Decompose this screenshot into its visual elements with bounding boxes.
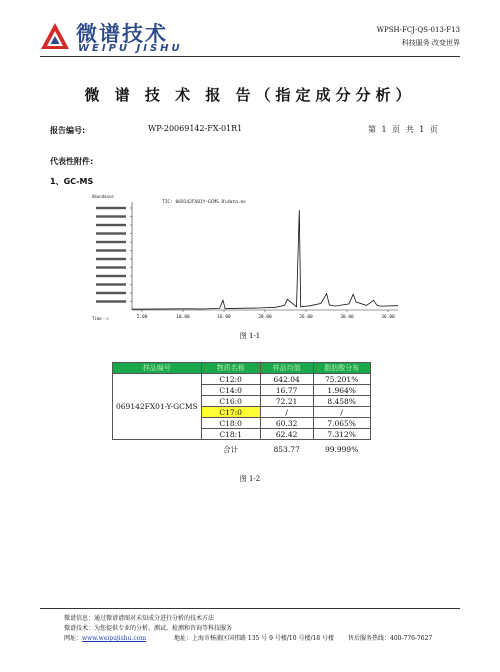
mean-cell: 60.32 — [260, 418, 313, 429]
substance-name-cell: C12:0 — [201, 374, 260, 385]
gcms-chromatogram — [92, 192, 402, 324]
fatty-acid-result-table — [112, 362, 371, 458]
page-info: 第 1 页 共 1 页 — [368, 125, 438, 134]
substance-name-cell-highlighted: C17:0 — [201, 407, 260, 418]
footer-info-line-1: 微谱信息：通过微谱谱图对未知成分进行分析的技术方法 — [64, 615, 215, 622]
weipu-logo-icon — [40, 22, 70, 52]
y-axis-tick-label-mark — [96, 232, 126, 234]
footer-website — [64, 633, 146, 642]
attachments-label: 代表性附件: — [50, 157, 94, 166]
brand-name-cn: 微谱技术 — [76, 22, 168, 46]
y-axis-tick-label-mark — [96, 224, 126, 226]
brand-name-en: WEIPU JISHU — [78, 43, 183, 54]
distribution-cell: 7.065% — [313, 418, 370, 429]
time-axis-label: Time--> — [92, 316, 109, 321]
report-number-value: WP-20069142-FX-01R1 — [148, 124, 243, 133]
x-axis-ticks — [137, 310, 395, 320]
distribution-cell: 75.201% — [313, 374, 370, 385]
y-axis-tick-label-mark — [96, 249, 126, 251]
mean-cell: 72.21 — [260, 396, 313, 407]
substance-name-cell: C18:1 — [201, 429, 260, 440]
header-fatty-acid-distribution: 脂肪酸分布 — [313, 363, 370, 374]
document-code: WPSH-FCJ-QS-013-F13 — [376, 26, 460, 34]
report-title: 微 谱 技 术 报 告（指定成分分析） — [84, 86, 416, 104]
abundance-axis-label: Abundance — [92, 194, 114, 199]
header-substance-name: 物质名称 — [201, 363, 260, 374]
website-link[interactable]: www.weipujishu.com — [82, 635, 147, 642]
total-mean: 853.77 — [273, 444, 300, 454]
footer-address: 地址：上海市杨浦区国伟路 135 号 9 号楼/10 号楼/18 号楼 — [174, 635, 335, 642]
distribution-cell: 8.458% — [313, 396, 370, 407]
x-axis-tick-label: 16.00 — [217, 315, 231, 320]
header-divider — [40, 56, 460, 57]
mean-cell: 642.04 — [260, 374, 313, 385]
y-axis-tick-label-mark — [96, 266, 126, 268]
table-row — [113, 374, 371, 385]
header-sample-id: 样品编号 — [113, 363, 202, 374]
gcms-section-label: 1、GC-MS — [50, 177, 94, 186]
y-axis-tick-label-mark — [96, 258, 126, 260]
header-sample-mean: 样品均值 — [260, 363, 313, 374]
plot-header-text: TIC: 069142FX01Y-GCMS.D\data.ms — [162, 200, 246, 205]
x-axis-tick-label: 2.00 — [136, 315, 148, 320]
y-axis-tick-label-mark — [96, 215, 126, 217]
footer-hotline: 售后服务热线：400-776-7627 — [348, 635, 433, 642]
footer-divider — [40, 608, 460, 609]
x-axis-tick-label: 26.00 — [299, 315, 313, 320]
substance-name-cell: C16:0 — [201, 396, 260, 407]
total-distribution: 99.999% — [324, 444, 359, 454]
y-axis-tick-label-mark — [96, 292, 126, 294]
x-axis-tick-label: 36.00 — [381, 315, 395, 320]
figure-1-caption: 图 1-1 — [239, 332, 261, 340]
y-axis-ticks — [96, 207, 132, 303]
total-label: 合计 — [223, 444, 239, 454]
y-axis-tick-label-mark — [96, 300, 126, 302]
y-axis-tick-label-mark — [96, 275, 126, 277]
distribution-cell: 7.312% — [313, 429, 370, 440]
company-slogan: 科技服务 改变世界 — [401, 39, 460, 47]
x-axis-tick-label: 30.00 — [340, 315, 354, 320]
tic-trace-line — [132, 210, 398, 309]
y-axis-tick-label-mark — [96, 241, 126, 243]
table-total-row — [113, 440, 371, 459]
website-label: 网址： — [64, 635, 83, 642]
x-axis-tick-label: 20.00 — [258, 315, 272, 320]
mean-cell: 62.42 — [260, 429, 313, 440]
distribution-cell: / — [313, 407, 370, 418]
report-number-label: 报告编号: — [50, 126, 86, 135]
sample-id-cell: 069142FX01-Y-GCMS — [113, 374, 202, 440]
footer-info-line-2: 微谱技术：为您提供专业的分析、测试、检测和咨询等科技服务 — [64, 625, 233, 632]
mean-cell: / — [260, 407, 313, 418]
distribution-cell: 1.964% — [313, 385, 370, 396]
y-axis-tick-label-mark — [96, 207, 126, 209]
figure-2-caption: 图 1-2 — [239, 475, 261, 483]
x-axis-tick-label: 10.00 — [176, 315, 190, 320]
substance-name-cell: C18:0 — [201, 418, 260, 429]
mean-cell: 16.77 — [260, 385, 313, 396]
y-axis-tick-label-mark — [96, 283, 126, 285]
substance-name-cell: C14:0 — [201, 385, 260, 396]
